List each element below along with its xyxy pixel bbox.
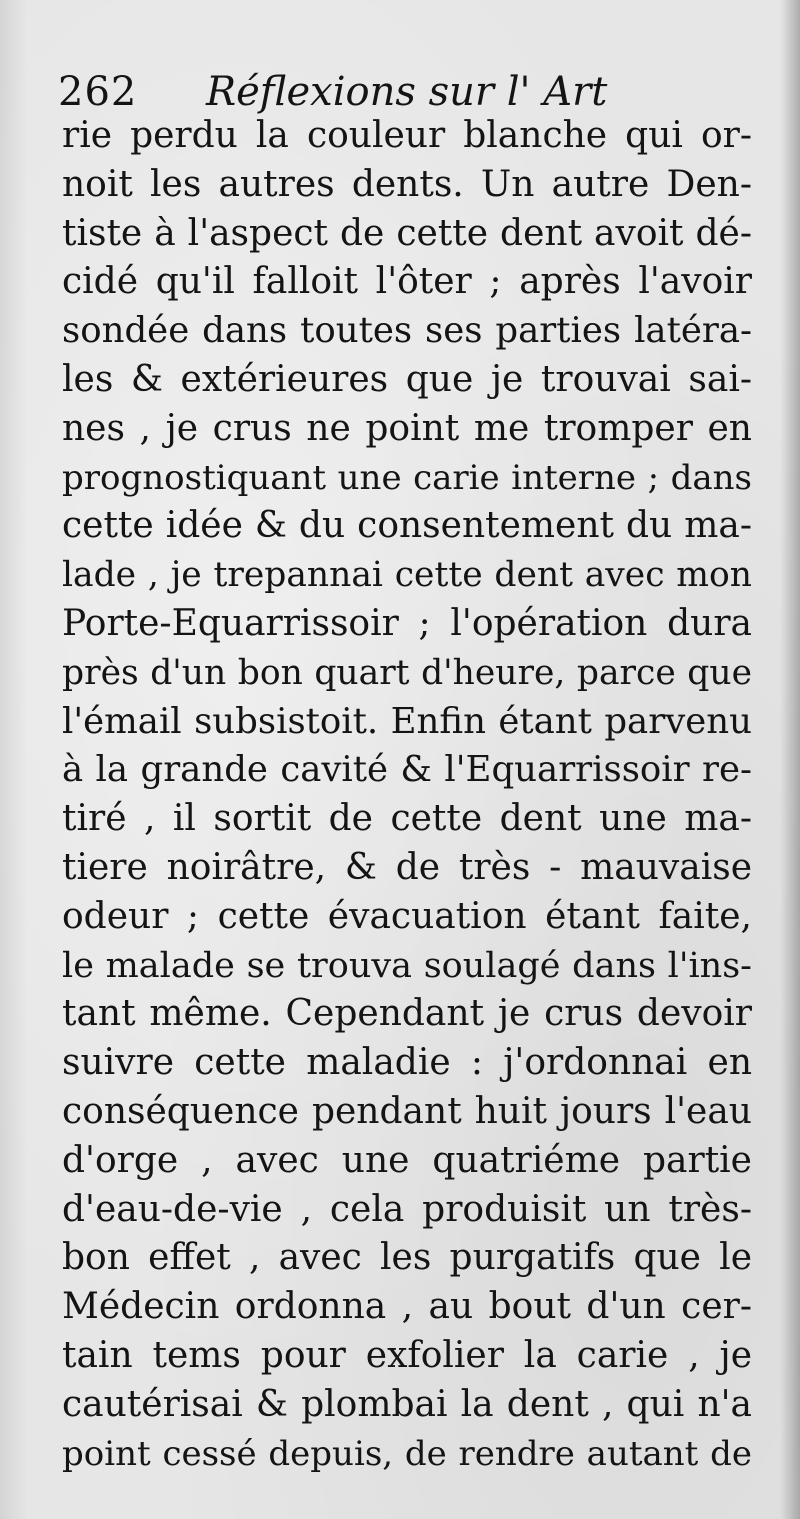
page-left-shadow [0,0,28,1519]
text-line: sondée dans toutes ses parties latéra- [62,310,752,352]
text-line: d'eau-de-vie , cela produisit un très- [62,1188,752,1230]
text-line: à la grande cavité & l'Equarrissoir re- [62,749,752,791]
page-number: 262 [58,69,138,115]
text-line: suivre cette maladie : j'ordonnai en [62,1042,752,1084]
text-line: tain tems pour exfolier la carie , je [62,1334,752,1376]
text-line: lade , je trepannai cette dent avec mon [62,555,752,596]
text-line: les & extérieures que je trouvai sai- [62,358,752,400]
text-line: noit les autres dents. Un autre Den- [62,163,752,205]
text-line: rie perdu la couleur blanche qui or- [62,115,752,156]
text-line: cette idée & du consentement du ma- [62,505,752,547]
page-right-shadow [780,0,800,1519]
text-line: le malade se trouva soulagé dans l'ins- [62,945,752,986]
text-line: tiere noirâtre, & de très - mauvaise [62,846,752,888]
text-line: tiste à l'aspect de cette dent avoit dé- [62,212,752,254]
text-line: odeur ; cette évacuation étant faite, [62,895,752,937]
text-line: tant même. Cependant je crus devoir [62,993,752,1035]
text-line: conséquence pendant huit jours l'eau [62,1090,752,1132]
text-line: Porte-Equarrissoir ; l'opération dura [62,602,752,644]
text-line: Médecin ordonna , au bout d'un cer- [62,1286,752,1328]
text-line: bon effet , avec les purgatifs que le [62,1237,752,1279]
text-line: tiré , il sortit de cette dent une ma- [62,798,752,840]
text-line: cidé qu'il falloit l'ôter ; après l'avoir [62,261,752,303]
text-line: cautérisai & plombai la dent , qui n'a [62,1383,752,1425]
text-line: d'orge , avec une quatriéme partie [62,1139,752,1181]
text-line: près d'un bon quart d'heure, parce que [62,652,752,693]
text-line: point cessé depuis, de rendre autant de [62,1433,752,1474]
body-text [62,112,752,1478]
text-line: l'émail subsistoit. Enfin étant parvenu [62,700,752,742]
text-line: prognostiquant une carie interne ; dans [62,457,752,498]
running-title: Réflexions sur l' Art [206,69,608,115]
text-line: nes , je crus ne point me tromper en [62,407,752,449]
